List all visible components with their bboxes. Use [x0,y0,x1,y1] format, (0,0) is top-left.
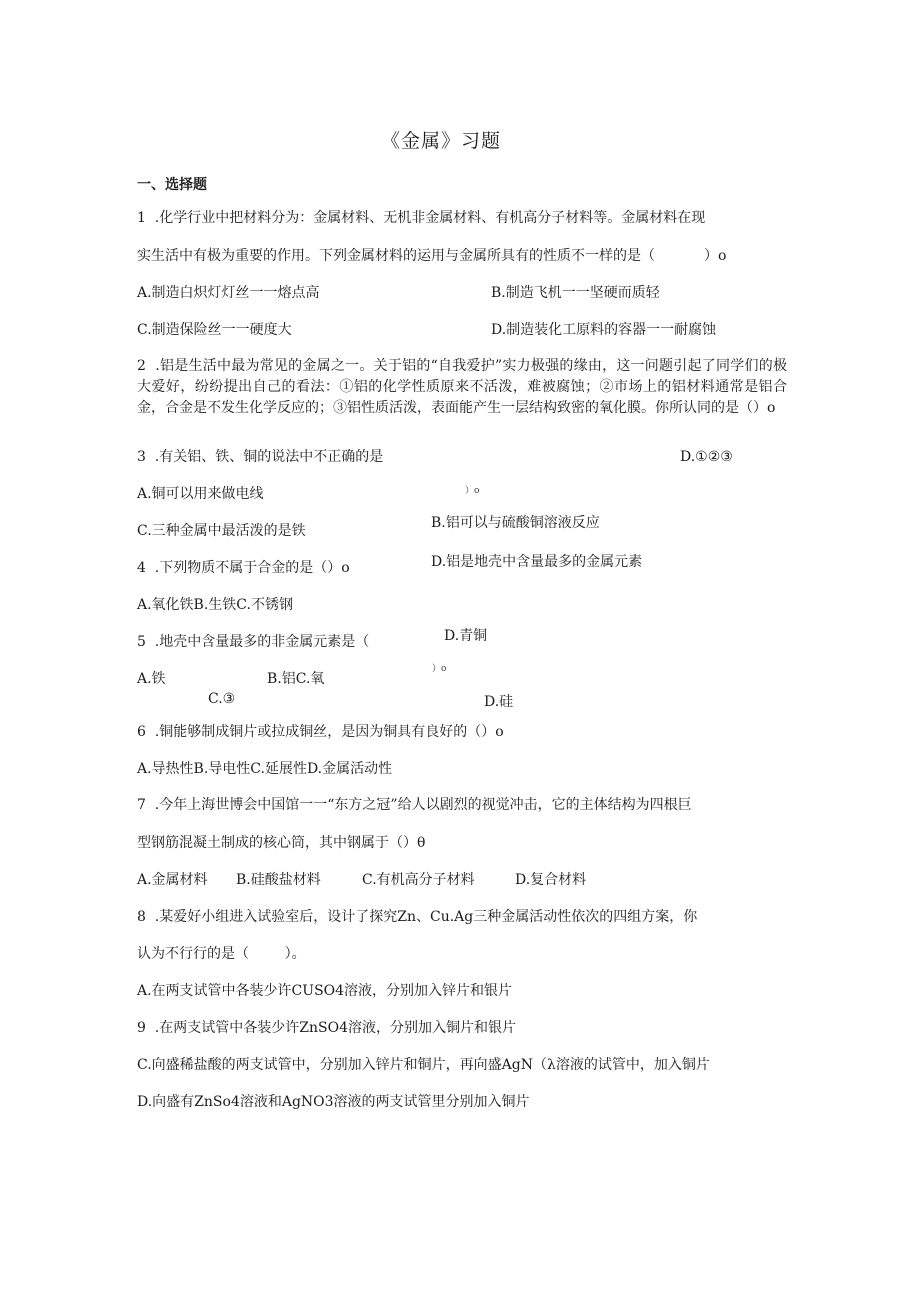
q3-paren-mark: ）o [465,486,480,496]
q6-options: A.导热性B.导电性C.延展性D.金属活动性 [137,761,393,777]
q8-option-a: A.在两支试管中各装少许CUSO4溶液，分别加入锌片和银片 [137,983,513,999]
q7-option-a: A.金属材料 [137,872,208,888]
q4-options-abc: A.氧化铁B.生铁C.不锈钢 [137,597,293,613]
q1-option-b: B.制造飞机一一坚硬而质轻 [491,285,660,301]
section-heading: 一、选择题 [137,177,207,193]
q1-option-c: C.制造保险丝一一硬度大 [137,322,292,338]
q7-stem-line2: 型钢筋混凝土制成的核心筒，其中钢属于（）θ [137,835,426,851]
q1-option-d: D.制造装化工原料的容器一一耐腐蚀 [491,322,717,338]
q3-option-c: C.三种金属中最活泼的是铁 [137,523,306,539]
q4-option-d: D.青铜 [444,628,488,644]
q9-stem: 9 .在两支试管中各装少许ZnSO4溶液，分别加入铜片和银片 [137,1020,516,1036]
q3-option-d: D.铝是地壳中含量最多的金属元素 [431,554,643,570]
q9-option-d: D.向盛有ZnSo4溶液和AgNO3溶液的两支试管里分别加入铜片 [137,1094,530,1110]
q2-option-c: C.③ [208,691,236,707]
q7-option-c: C.有机高分子材料 [362,872,475,888]
q7-stem-line1: 7 .今年上海世博会中国馆一一“东方之冠”给人以剧烈的视觉冲击，它的主体结构为四根巨 [137,797,692,813]
q8-stem-line2: 认为不行行的是（ ）。 [137,946,306,962]
q2-stem: 2 .铝是生活中最为常见的金属之一。关于铝的“自我爱护”实力极强的缘由，这一问题引起了同学们的极大爱好，纷纷提出自己的看法：①铝的化学性质原来不活泼，难被腐蚀；②市场上的铝材料通常是铝合金，合金是不发生化学反应的；③铝性质活泼，表面能产生一层结构致密的氧化膜。你所认同的是（）o [137,358,787,416]
q7-option-b: B.硅酸盐材料 [236,872,321,888]
q1-stem-line1: 1 .化学行业中把材料分为：金属材料、无机非金属材料、有机高分子材料等。金属材料在现 [137,210,706,226]
q5-option-d: D.硅 [484,694,514,710]
q7-option-d: D.复合材料 [515,872,587,888]
q3-stem: 3 .有关铝、铁、铜的说法中不正确的是 [137,449,384,465]
q3-option-b: B.铝可以与硫酸铜溶液反应 [431,515,600,531]
q5-paren-mark: ）o [432,664,447,674]
q1-option-a: A.制造白炽灯灯丝一一熔点高 [137,285,320,301]
q5-options-bc: B.铝C.氧 [267,671,325,687]
q1-stem-line2: 实生活中有极为重要的作用。下列金属材料的运用与金属所具有的性质不一样的是（ ）o [137,248,727,264]
q4-stem: 4 .下列物质不属于合金的是（）o [137,560,350,576]
q9-option-c: C.向盛稀盐酸的两支试管中，分别加入锌片和铜片，再向盛AgN（λ溶液的试管中，加入铜片 [137,1057,710,1073]
q2-option-d: D.①②③ [680,449,733,465]
page-title: 《金属》习题 [381,130,502,152]
q3-option-a: A.铜可以用来做电线 [137,486,264,502]
q6-stem: 6 .铜能够制成铜片或拉成铜丝，是因为铜具有良好的（）o [137,724,504,740]
q5-stem: 5 .地壳中含量最多的非金属元素是（ [137,634,370,650]
q8-stem-line1: 8 .某爱好小组进入试验室后，设计了探究Zn、Cu.Ag三种金属活动性依次的四组方案，你 [137,909,698,925]
q5-option-a: A.铁 [137,671,166,687]
